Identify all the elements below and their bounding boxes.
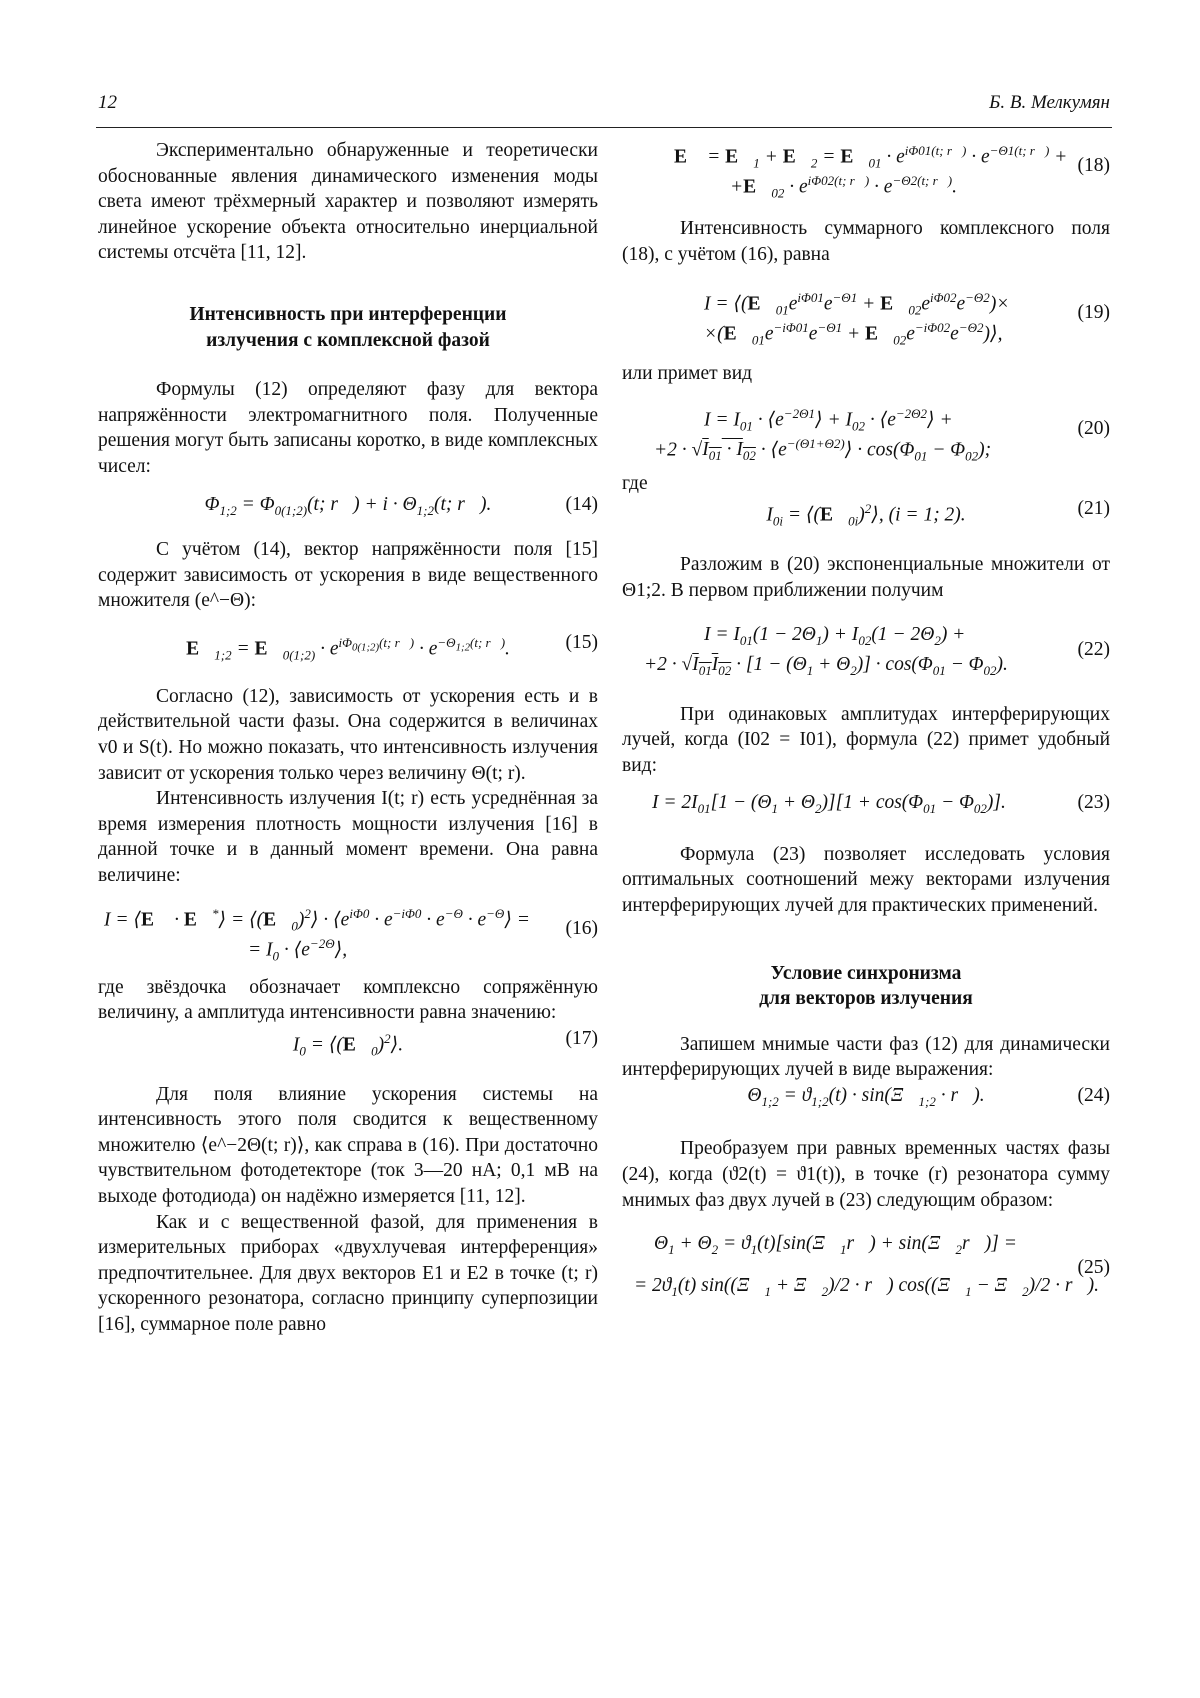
equation-number: (19) (1077, 302, 1110, 324)
header-rule (96, 127, 1112, 128)
equation-number: (20) (1077, 417, 1110, 439)
equation-number: (18) (1077, 155, 1110, 176)
equation-20: $I = I_{01}$ · $⟨e^{-2\Theta 1}⟩ + I_{02}$ · $⟨e^{-2\Theta 2}⟩$ + $+2 \cdot √I_{01} \cdot I_{02}$ · $⟨e^{-(\Theta 1+\Theta 2)}⟩ \cdot \cos(\Phi_{01} - \Phi_{02})$; (20) (654, 405, 1110, 464)
paragraph: При одинаковых амплитудах интерферирующих лучей, когда (I02 = I01), формула (22) примет удобный вид: (622, 703, 1110, 776)
equation-21: $I_{0i}$ = $⟨(E⃗_{0i})^2⟩$, (i = 1; 2). (21) (766, 498, 1110, 529)
equation-17: $I_0$ = $⟨(E⃗_0)^2⟩$. (17) (292, 1027, 598, 1059)
paragraph: где звёздочка обозначает комплексно сопряжённую величину, а амплитуда интенсивности равна значению: (98, 976, 598, 1024)
paragraph: Согласно (12), зависимость от ускорения есть и в действительной части фазы. Она содержится в величинах v0 и S(t). Но можно показать, что интенсивность излучения зависит от ускорения только через величину Θ(t; r). (98, 685, 598, 784)
equation-number: (15) (565, 631, 598, 653)
paragraph: Формулы (12) определяют фазу для вектора напряжённости электромагнитного поля. Полученные решения могут быть записаны коротко, в виде комплексных чисел: (98, 379, 598, 477)
paragraph: Разложим в (20) экспоненциальные множители от Θ1;2. В первом приближении получим (622, 554, 1110, 601)
section-title-line: Условие синхронизма (770, 962, 962, 984)
paragraph: Запишем мнимые части фаз (12) для динамически интерферирующих лучей в виде выражения: (622, 1033, 1110, 1081)
equation-15: $E⃗_{1;2}$ = $E⃗_{0(1;2)} \cdot e^{i\Phi_{0(1;2)}(t; r⃗)} \cdot e^{-\Theta_{1;2}(t; r⃗)}$. (15) (186, 631, 598, 663)
equation-number: (25) (1077, 1257, 1110, 1279)
equation-number: (16) (565, 917, 598, 939)
equation-14: $\Phi_{1;2} = \Phi_{0(1;2)}(t$; r⃗) + $i \cdot \Theta_{1;2}(t$; r⃗). (14) (204, 493, 598, 518)
section-title-line: излучения с комплексной фазой (206, 329, 490, 351)
running-head-author: Б. В. Мелкумян (989, 92, 1110, 113)
page-number: 12 (98, 92, 117, 113)
equation-25: $\Theta_1 + \Theta_2$ = $ϑ_1(t)[\sin(\Xi⃗_1r⃗)$ + $\sin(\Xi⃗_2r⃗)$] = = $2ϑ_1(t)$ $\sin((\Xi⃗_1$ + $\Xi⃗_2)/2$ · r⃗) $\cos((\Xi⃗_1$ − $\Xi⃗_2)/2$ · r⃗). (25) (634, 1233, 1110, 1300)
equation-number: (22) (1077, 638, 1110, 660)
paragraph: Экспериментально обнаруженные и теоретически обоснованные явления динамического изменения моды света имеют трёхмерный характер и позволяют измерять линейное ускорение объекта относительно инерциальной системы отсчёта [11, 12]. (98, 140, 598, 264)
paragraph: Формула (23) позволяет исследовать условия оптимальных соотношений межу векторами излучения интерферирующих лучей для практических применений. (622, 843, 1110, 916)
paragraph: или примет вид (622, 363, 753, 385)
equation-24: $\Theta_{1;2} = ϑ_{1;2}(t)$ · $\sin(\Xi⃗_{1;2}$ · r⃗). (24) (747, 1084, 1110, 1109)
paragraph: Преобразуем при равных временных частях фазы (24), когда (ϑ2(t) = ϑ1(t)), в точке (r) резонатора сумму мнимых фаз двух лучей в (23) следующим образом: (622, 1138, 1110, 1211)
equation-19: $I = ⟨(E⃗_{01}e^{i\Phi 01}e^{-\Theta 1}$ + $E⃗_{02}e^{i\Phi 02}e^{-\Theta 2})\times$ $\times(E⃗_{01}e^{-i\Phi 01}e^{-\Theta 1}$ + $E⃗_{02}e^{-i\Phi 02}e^{-\Theta 2})⟩$, (19) (704, 290, 1110, 348)
equation-number: (23) (1077, 792, 1110, 814)
equation-22: $I = I_{01}(1 - 2\Theta_1) + I_{02}(1 - 2\Theta_2)$ + $+2 \cdot √I_{01}I_{02} \cdot [1 - (\Theta_1 + \Theta_2)] \cdot \cos(\Phi_{01} - \Phi_{02})$. (22) (644, 623, 1110, 678)
paragraph: С учётом (14), вектор напряжённости поля [15] содержит зависимость от ускорения в виде вещественного множителя (e^−Θ): (98, 539, 598, 612)
section-title-line: для векторов излучения (759, 988, 973, 1010)
paragraph: Как и с вещественной фазой, для применения в измерительных приборах «двухлучевая интерференция» предпочтительнее. Для двух векторов E1 и E2 в точке (t; r) ускоренного резонатора, согласно принципу суперпозиции [16], суммарное поле равно (98, 1211, 598, 1336)
section-title-line: Интенсивность при интерференции (189, 303, 507, 325)
right-column (622, 138, 1110, 1311)
paragraph: Интенсивность излучения I(t; r) есть усреднённая за время измерения плотность мощности излучения [16] в данной точке и в данный момент времени. Она равна величине: (98, 788, 598, 886)
left-column (98, 138, 598, 1338)
equation-23: $I = 2I_{01}[1 - (\Theta_1 + \Theta_2)][1 + \cos(\Phi_{01} - \Phi_{02})]$. (23) (652, 792, 1110, 817)
section-heading (622, 961, 1110, 1012)
equation-18: E⃗ = $E⃗_1$ + $E⃗_2$ = $E⃗_{01} \cdot e^{i\Phi 01(t; r⃗)} \cdot e^{-\Theta 1(t; r⃗)}$ + $+E⃗_{02} \cdot e^{i\Phi 02(t; r⃗)} \cdot e^{-\Theta 2(t; r⃗)}$. (18) (674, 143, 1110, 201)
section-heading (98, 302, 598, 353)
equation-number: (14) (565, 493, 598, 515)
equation-number: (17) (565, 1027, 598, 1049)
equation-number: (21) (1077, 498, 1110, 520)
paragraph: где (622, 472, 648, 494)
paragraph: Для поля влияние ускорения системы на интенсивность этого поля сводится к вещественному множителю ⟨e^−2Θ(t; r)⟩, как справа в (16). При достаточно чувствительном фотодетекторе (ток 3—20 нА; 0,1 мВ на выходе фотодиода) он надёжно измеряется [11, 12]. (98, 1083, 598, 1208)
paragraph: Интенсивность суммарного комплексного поля (18), с учётом (16), равна (622, 218, 1110, 265)
equation-number: (24) (1077, 1084, 1110, 1106)
equation-16: I = ⟨E⃗ · E⃗*⟩ = $⟨(E⃗_0)^2⟩$ · $⟨e^{i\Phi 0} \cdot e^{-i\Phi 0} \cdot e^{-\Theta}$ · $e^{-\Theta}⟩$ = = $I_0$ · $⟨e^{-2\Theta}⟩$, (16) (104, 905, 598, 963)
